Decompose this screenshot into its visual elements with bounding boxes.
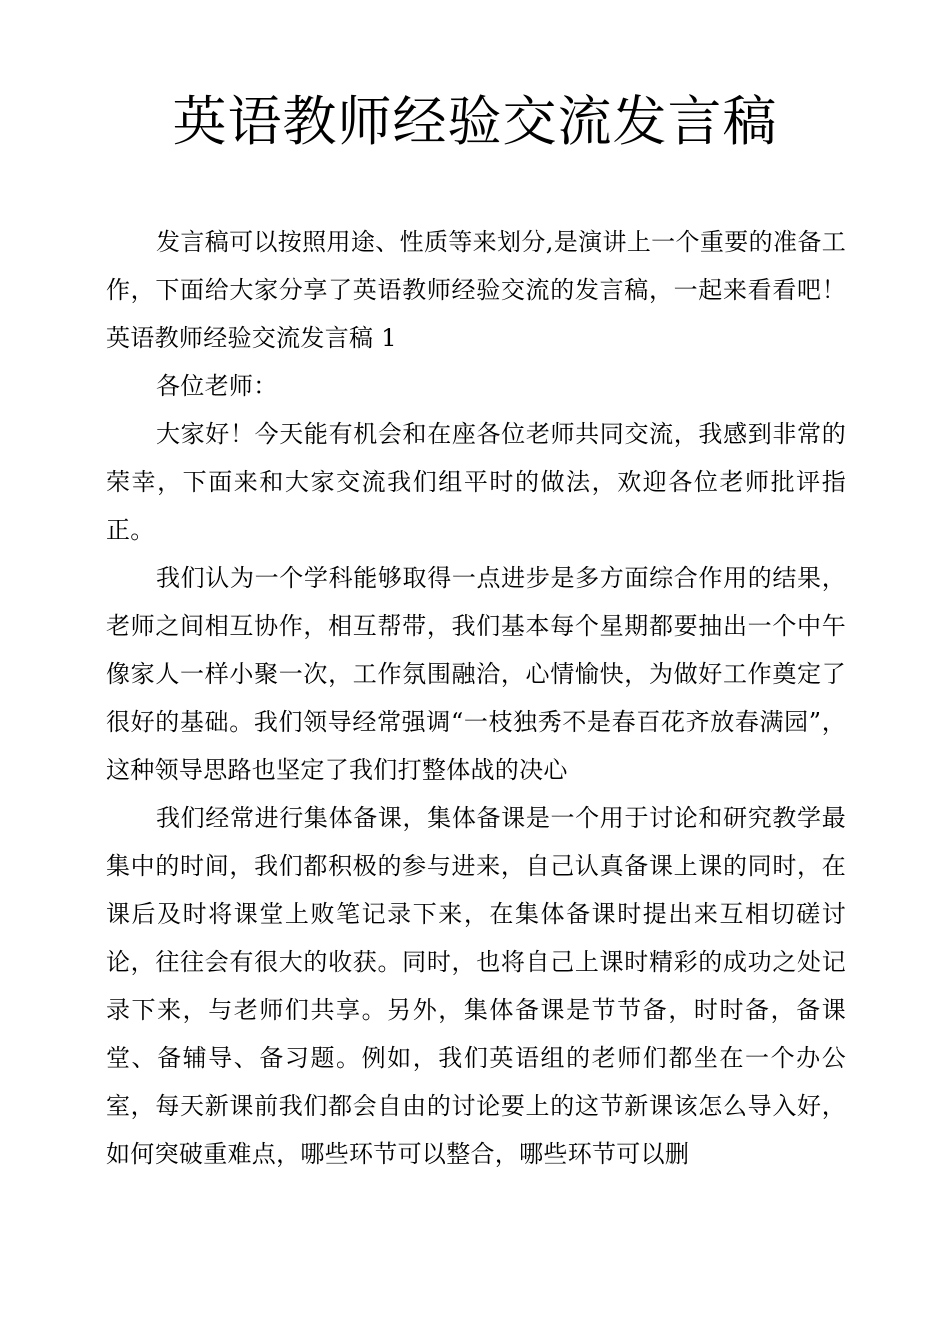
paragraph-salutation: 各位老师： [156, 372, 278, 400]
paragraph-collective-prep: 我们经常进行集体备课，集体备课是一个用于讨论和研究教学最集中的时间，我们都积极的参与进来，自己认真备课上课的同时，在课后及时将课堂上败笔记录下来，在集体备课时提出来互相切磋讨论，往往会有很大的收获。同时，也将自己上课时精彩的成功之处记录下来，与老师们共享。另外，集体备课是节节备，时时备，备课堂、备辅导、备习题。例如，我们英语组的老师们都坐在一个办公室，每天新课前我们都会自由的讨论要上的这节新课该怎么导入好，如何突破重难点，哪些环节可以整合，哪些环节可以删 [106, 804, 846, 1168]
paragraph-teamwork: 我们认为一个学科能够取得一点进步是多方面综合作用的结果，老师之间相互协作，相互帮带，我们基本每个星期都要抽出一个中午像家人一样小聚一次，工作氛围融洽，心情愉快，为做好工作奠定了很好的基础。我们领导经常强调“一枝独秀不是春百花齐放春满园”，这种领导思路也坚定了我们打整体战的决心 [106, 564, 846, 784]
document-title: 英语教师经验交流发言稿 [172, 90, 778, 153]
document-body [106, 218, 846, 1178]
paragraph-greeting: 大家好！今天能有机会和在座各位老师共同交流，我感到非常的荣幸，下面来和大家交流我们组平时的做法，欢迎各位老师批评指正。 [106, 420, 846, 544]
paragraph-intro: 发言稿可以按照用途、性质等来划分,是演讲上一个重要的准备工作，下面给大家分享了英语教师经验交流的发言稿，一起来看看吧！英语教师经验交流发言稿 1 [106, 228, 846, 352]
